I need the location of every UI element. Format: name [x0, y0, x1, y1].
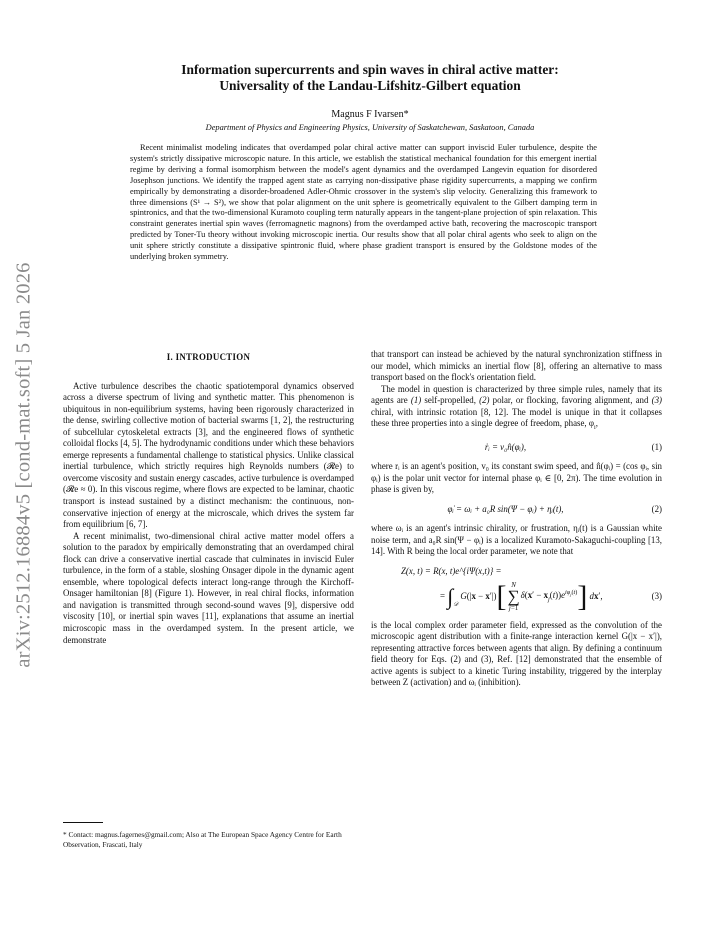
- equation-2-number: (2): [651, 503, 662, 514]
- footnote-contact: * Contact: magnus.fagernes@gmail.com; Also at The European Space Agency Centre for Earth Observation, Frascati, Italy: [63, 830, 342, 849]
- arxiv-identifier-text: arXiv:2512.16884v5 [cond-mat.soft] 5 Jan 2026: [12, 262, 35, 668]
- title-line-1: Information supercurrents and spin waves in chiral active matter:: [181, 62, 559, 77]
- author-name: Magnus F Ivarsen*: [331, 109, 409, 120]
- equation-2-body: φ̇ᵢ = ωᵢ + a₀R sin(Ψ − φᵢ) + ηᵢ(t),: [447, 503, 564, 514]
- author-affiliation: Department of Physics and Engineering Physics, University of Saskatchewan, Saskatoon, Canada: [205, 123, 535, 132]
- equation-3: [371, 566, 662, 612]
- section-heading: I. INTRODUCTION: [166, 352, 251, 362]
- rules-text-c: polar, or flocking, favoring alignment, and: [489, 395, 652, 406]
- equation-2: [371, 504, 662, 516]
- intro-paragraph-1: Active turbulence describes the chaotic spatiotemporal dynamics observed across a diverse spectrum of living and synthetic matter. This phenomenon is ubiquitous in non-equilibrium systems, having been rigorously characterized in the dense, swirling collective motion of bacterial swarms [1, 2], the restructuring of subcellular cytoskeletal extracts [3], and the engineered flows of synthetic colloidal flocks [4, 5]. The hydrodynamic conditions under which these behaviors emerge represents a fundamental challenge to statistical physics. Unlike classical inertial turbulence, which strictly requires high Reynolds numbers (𝓡e) to overcome viscosity and sustain energy cascades, active turbulence is overdamped (𝓡e ≈ 0). In this viscous regime, where flows are expected to be laminar, chaotic transport is instead sustained by a distinct mechanism: the continuous, non-conservative injection of energy at the microscale, which drives the system far from equilibrium [6, 7].: [63, 380, 354, 530]
- sum-symbol: N ∑ j=1: [507, 580, 520, 612]
- equation-3-line-1: Z(x, t) = R(x, t)e^{iΨ(x,t)} =: [401, 565, 502, 576]
- equation-1-body: ṙᵢ = v₀n̂(φᵢ),: [484, 441, 527, 452]
- bracket-right: ]: [577, 579, 588, 613]
- rules-text-a: The model in question is characterized by three simple rules, namely that its agents are: [371, 383, 662, 406]
- bracket-left: [: [496, 579, 507, 613]
- right-paragraph-5: is the local complex order parameter field, expressed as the convolution of the microscopic agent distribution with a finite-range interaction kernel G(|x − x′|), representing attractive forces between agents that align. By defining a continuum field theory for Eqs. (2) and (3), Ref. [12] demonstrated that the ensemble of active agents is subject to a kinetic Turing instability, triggered by the interplay between Z (activation) and ωᵢ (inhibition).: [371, 619, 662, 688]
- rules-text-e: ,: [595, 418, 598, 429]
- equation-1-number: (1): [651, 441, 662, 452]
- right-paragraph-1: that transport can instead be achieved by the natural synchronization stiffness in our model, which mimicks an inertial flow [8], offering an alternative to mass transport based on the flock's orientation field.: [371, 349, 662, 383]
- equation-3-number: (3): [651, 590, 662, 601]
- right-paragraph-4: where ωᵢ is an agent's intrinsic chirality, or frustration, ηᵢ(t) is a Gaussian white noise term, and a₀R sin(Ψ − φᵢ) is a localized Kuramoto-Sakaguchi-coupling [13, 14]. With R being the local order parameter, we note that: [371, 523, 662, 557]
- rule-3-marker: (3): [651, 395, 662, 406]
- title-line-2: Universality of the Landau-Lifshitz-Gilbert equation: [219, 78, 521, 93]
- left-column: [63, 352, 354, 646]
- equation-1: [371, 442, 662, 454]
- right-column: [371, 349, 662, 689]
- rule-2-marker: (2): [479, 395, 490, 406]
- footnote-block: [63, 822, 354, 856]
- intro-paragraph-2: A recent minimalist, two-dimensional chiral active matter model offers a solution to the paradox by empirically demonstrating that an overdamped chiral flock can drive a conservative inertial cascade that culminates in inviscid Euler turbulence, in the form of a stable, sloshing Onsager dipole in the dynamic agent ensemble, where topological defects interact long-range through the Kirchoff-Onsager hamiltonian [8] (Figure 1). However, in real chiral flocks, information and navigation is transmitted through second-sound waves [9], dispersive odd viscosity [10], or inertial spin waves [11], explanations that assume an inertial microscopic mass in the overdamped system. In the present article, we demonstrate: [63, 530, 354, 645]
- paper-title: [100, 62, 640, 94]
- integral-symbol: ∫: [447, 583, 454, 609]
- footnote-rule: [63, 822, 103, 823]
- arxiv-identifier-stamp: [4, 230, 44, 700]
- right-paragraph-2: The model in question is characterized by three simple rules, namely that its agents are (1) self-propelled, (2) polar, or flocking, favoring alignment, and (3) chiral, with intrinsic rotation [8, 12]. The model is unique in that it collapses these three properties into a single degree of freedom, phase, $\varphi_i$,: [371, 383, 662, 432]
- rules-text-b: self-propelled,: [421, 395, 480, 406]
- right-paragraph-3: where rᵢ is an agent's position, v₀ its constant swim speed, and n̂(φᵢ) = (cos φᵢ, sin φᵢ) is the polar unit vector for internal phase φᵢ ∈ [0, 2π). The time evolution in phase is given by,: [371, 461, 662, 495]
- rules-text-d: chiral, with intrinsic rotation [8, 12]. The model is unique in that it collapses these three properties into a single degree of freedom, phase, φ: [371, 406, 662, 429]
- abstract: Recent minimalist modeling indicates that overdamped polar chiral active matter can support inviscid Euler turbulence, despite the system's strictly dissipative microscopic nature. In this article, we establish the statistical mechanical foundation for this emergent inertial regime by deriving a formal isomorphism between the model's agent dynamics and the overdamped Langevin equation for disordered Josephson junctions. We identify the trapped agent state as carrying non-dissipative phase rigidity supercurrents, a mapping we confirm empirically by demonstrating a disorder-broadened Adler-Ohmic crossover in the system's slip velocity. Generalizing this framework to three dimensions (S¹ → S²), we show that polar alignment on the unit sphere is geometrically equivalent to the Gilbert damping term in spintronics, and that the two-dimensional Kuramoto coupling term naturally appears in the tangent-plane projection of spin relaxation. This constraint generates inertial spin waves (ferromagnetic magnons) from the overdamped active bath, recovering the macroscopic transport predicted by Toner-Tu theory without invoking microscopic inertia. Our results show that all polar chiral agents who seek to align on the unit sphere strictly constitute a dissipative spintronic fluid, where phase gradient transport is ensured by the Goldstone modes of the underlying broken symmetry.: [130, 143, 597, 262]
- rule-1-marker: (1): [410, 395, 422, 406]
- equation-3-line-2: = ∫ 𝒟 G(|x − x′|) [ N ∑ j=1 $\delta(x' - x_j(t))e^{i\varphi_j(t)}$ ] dx′, (3): [440, 579, 662, 613]
